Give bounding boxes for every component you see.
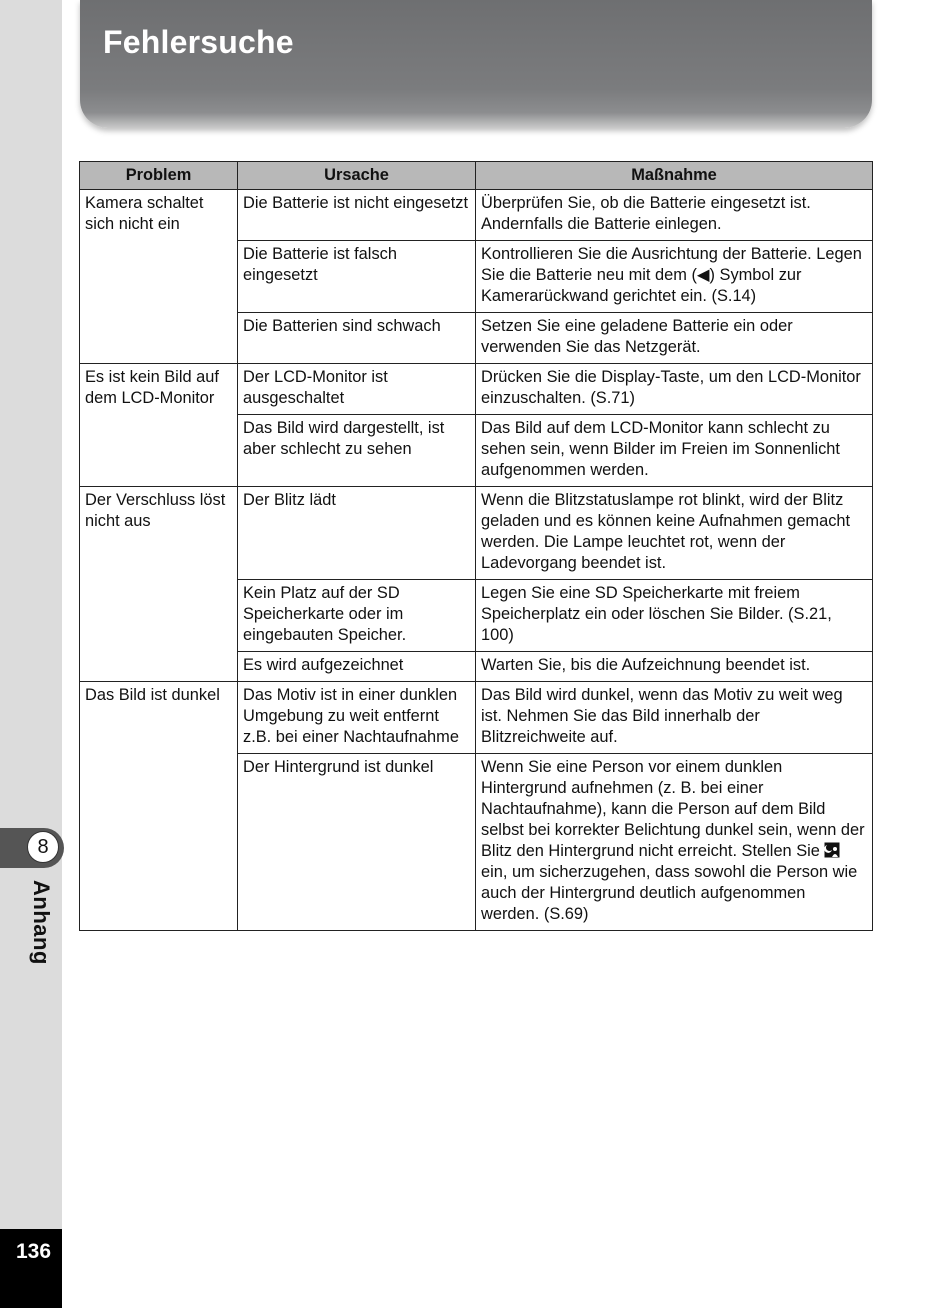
action-cell: Das Bild auf dem LCD-Monitor kann schlecht zu sehen sein, wenn Bilder im Freien im Sonnenlicht aufgenommen werden. [476,415,873,487]
action-cell: Kontrollieren Sie die Ausrichtung der Batterie. Legen Sie die Batterie neu mit dem (◀) Symbol zur Kamerarückwand gerichtet ein. (S.14) [476,241,873,313]
cause-cell: Der Blitz lädt [238,487,476,580]
cause-cell: Die Batterie ist falsch eingesetzt [238,241,476,313]
header-bar [80,0,872,128]
action-text-after-icon: ein, um sicherzugehen, dass sowohl die Person wie auch der Hintergrund deutlich aufgenommen werden. (S.69) [481,863,858,923]
table-header-row [80,162,873,190]
cause-cell: Der Hintergrund ist dunkel [238,754,476,931]
cause-cell: Es wird aufgezeichnet [238,652,476,682]
problem-cell: Das Bild ist dunkel [80,682,238,931]
cause-cell: Das Motiv ist in einer dunklen Umgebung zu weit entfernt z.B. bei einer Nachtaufnahme [238,682,476,754]
table-row [80,682,873,754]
table-row [80,487,873,580]
night-scene-portrait-icon [824,842,840,858]
page-number: 136 [16,1240,52,1263]
chapter-label: Anhang [29,880,54,965]
action-text-before-icon: Wenn Sie eine Person vor einem dunklen Hintergrund aufnehmen (z. B. bei einer Nachtaufnahme), kann die Person auf dem Bild selbst bei korrekter Belichtung dunkel sein, wenn der Blitz den Hintergrund nicht erreicht. Stellen Sie [481,758,865,860]
action-cell: Legen Sie eine SD Speicherkarte mit freiem Speicherplatz ein oder löschen Sie Bilder. (S.21, 100) [476,580,873,652]
problem-cell: Es ist kein Bild auf dem LCD-Monitor [80,364,238,487]
problem-cell: Der Verschluss löst nicht aus [80,487,238,682]
table-row [80,190,873,241]
side-strip [0,0,62,1308]
cause-cell: Das Bild wird dargestellt, ist aber schlecht zu sehen [238,415,476,487]
action-cell: Warten Sie, bis die Aufzeichnung beendet ist. [476,652,873,682]
action-cell: Überprüfen Sie, ob die Batterie eingesetzt ist. Andernfalls die Batterie einlegen. [476,190,873,241]
header-problem: Problem [80,162,238,190]
cause-cell: Der LCD-Monitor ist ausgeschaltet [238,364,476,415]
header-cause: Ursache [238,162,476,190]
action-cell [476,754,873,931]
header-action: Maßnahme [476,162,873,190]
table-row [80,364,873,415]
problem-cell: Kamera schaltet sich nicht ein [80,190,238,364]
action-cell: Das Bild wird dunkel, wenn das Motiv zu weit weg ist. Nehmen Sie das Bild innerhalb der Blitzreichweite auf. [476,682,873,754]
action-cell: Drücken Sie die Display-Taste, um den LCD-Monitor einzuschalten. (S.71) [476,364,873,415]
troubleshooting-table [79,161,873,931]
page-title: Fehlersuche [103,24,294,60]
action-cell: Wenn die Blitzstatuslampe rot blinkt, wird der Blitz geladen und es können keine Aufnahmen gemacht werden. Die Lampe leuchtet rot, wenn der Ladevorgang beendet ist. [476,487,873,580]
action-cell: Setzen Sie eine geladene Batterie ein oder verwenden Sie das Netzgerät. [476,313,873,364]
cause-cell: Die Batterie ist nicht eingesetzt [238,190,476,241]
chapter-number: 8 [27,831,59,863]
cause-cell: Kein Platz auf der SD Speicherkarte oder im eingebauten Speicher. [238,580,476,652]
cause-cell: Die Batterien sind schwach [238,313,476,364]
